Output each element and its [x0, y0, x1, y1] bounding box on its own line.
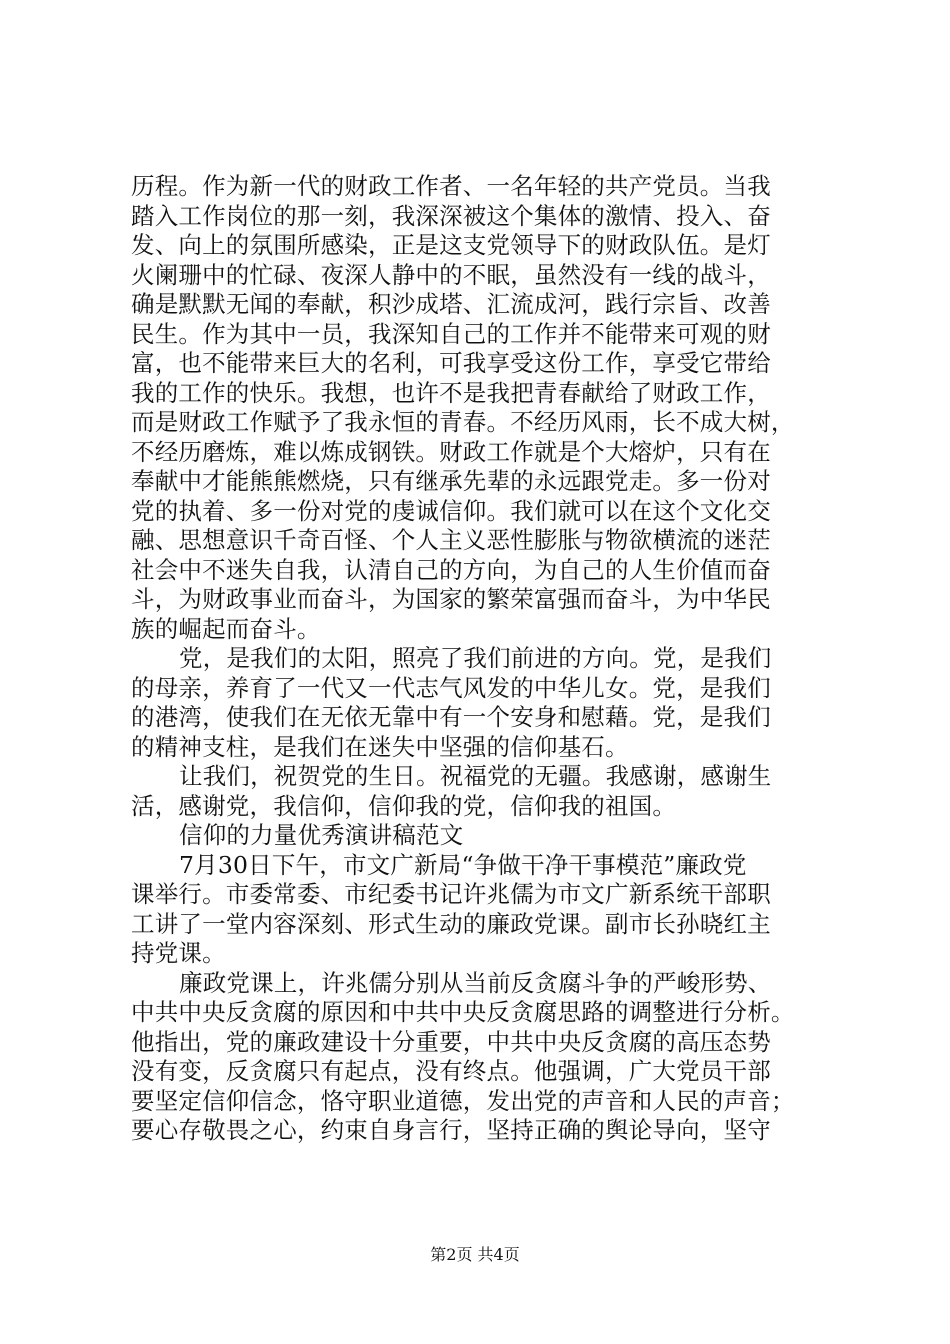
text-line: 而是财政工作赋予了我永恒的青春。不经历风雨，长不成大树，	[131, 408, 795, 436]
text-line: 中共中央反贪腐的原因和中共中央反贪腐思路的调整进行分析。	[131, 998, 795, 1026]
text-line: 要心存敬畏之心，约束自身言行，坚持正确的舆论导向，坚守	[131, 1116, 771, 1144]
text-line: 社会中不迷失自我，认清自己的方向，为自己的人生价值而奋	[131, 555, 771, 584]
text-line: 的港湾，使我们在无依无靠中有一个安身和慰藉。党，是我们	[131, 703, 771, 731]
text-line: 我的工作的快乐。我想，也许不是我把青春献给了财政工作，	[131, 378, 771, 407]
text-line: 民生。作为其中一员，我深知自己的工作并不能带来可观的财	[131, 319, 771, 348]
text-line: 的母亲，养育了一代又一代志气风发的中华儿女。党，是我们	[131, 673, 771, 702]
text-line: 他指出，党的廉政建设十分重要，中共中央反贪腐的高压态势	[131, 1027, 771, 1056]
text-line: 要坚定信仰信念，恪守职业道德，发出党的声音和人民的声音；	[131, 1086, 795, 1115]
text-line: 课举行。市委常委、市纪委书记许兆儒为市文广新系统干部职	[131, 880, 771, 908]
text-line: 让我们，祝贺党的生日。祝福党的无疆。我感谢，感谢生	[179, 762, 772, 790]
text-line: 的精神支柱，是我们在迷失中坚强的信仰基石。	[131, 732, 629, 761]
text-line: 活，感谢党，我信仰，信仰我的党，信仰我的祖国。	[131, 791, 677, 820]
text-line: 党的执着、多一份对党的虔诚信仰。我们就可以在这个文化交	[131, 496, 771, 525]
text-line: 确是默默无闻的奉献，积沙成塔、汇流成河，践行宗旨、改善	[131, 290, 771, 318]
text-line: 踏入工作岗位的那一刻，我深深被这个集体的激情、投入、奋	[131, 201, 771, 230]
text-line: 没有变，反贪腐只有起点，没有终点。他强调，广大党员干部	[131, 1057, 771, 1085]
document-body	[131, 172, 837, 1146]
text-line: 工讲了一堂内容深刻、形式生动的廉政党课。副市长孙晓红主	[131, 909, 771, 938]
text-line: 火阑珊中的忙碌、夜深人静中的不眠，虽然没有一线的战斗，	[131, 260, 771, 289]
text-line: 信仰的力量优秀演讲稿范文	[179, 821, 464, 849]
text-line: 7月30日下午，市文广新局“争做干净干事模范”廉政党	[179, 850, 747, 879]
text-line: 富，也不能带来巨大的名利，可我享受这份工作，享受它带给	[131, 349, 771, 377]
text-line: 持党课。	[131, 939, 226, 967]
text-line: 廉政党课上，许兆儒分别从当前反贪腐斗争的严峻形势、	[179, 968, 772, 997]
text-line: 族的崛起而奋斗。	[131, 614, 321, 643]
text-line: 融、思想意识千奇百怪、个人主义恶性膨胀与物欲横流的迷茫	[131, 526, 771, 554]
text-line: 斗，为财政事业而奋斗，为国家的繁荣富强而奋斗，为中华民	[131, 585, 771, 613]
page-footer: 第2页 共4页	[430, 1245, 520, 1264]
text-line: 党，是我们的太阳，照亮了我们前进的方向。党，是我们	[179, 644, 772, 672]
text-line: 发、向上的氛围所感染，正是这支党领导下的财政队伍。是灯	[131, 231, 771, 259]
text-line: 历程。作为新一代的财政工作者、一名年轻的共产党员。当我	[131, 172, 771, 200]
text-line: 奉献中才能熊熊燃烧，只有继承先辈的永远跟党走。多一份对	[131, 467, 771, 495]
text-line: 不经历磨炼，难以炼成钢铁。财政工作就是个大熔炉，只有在	[131, 437, 771, 466]
